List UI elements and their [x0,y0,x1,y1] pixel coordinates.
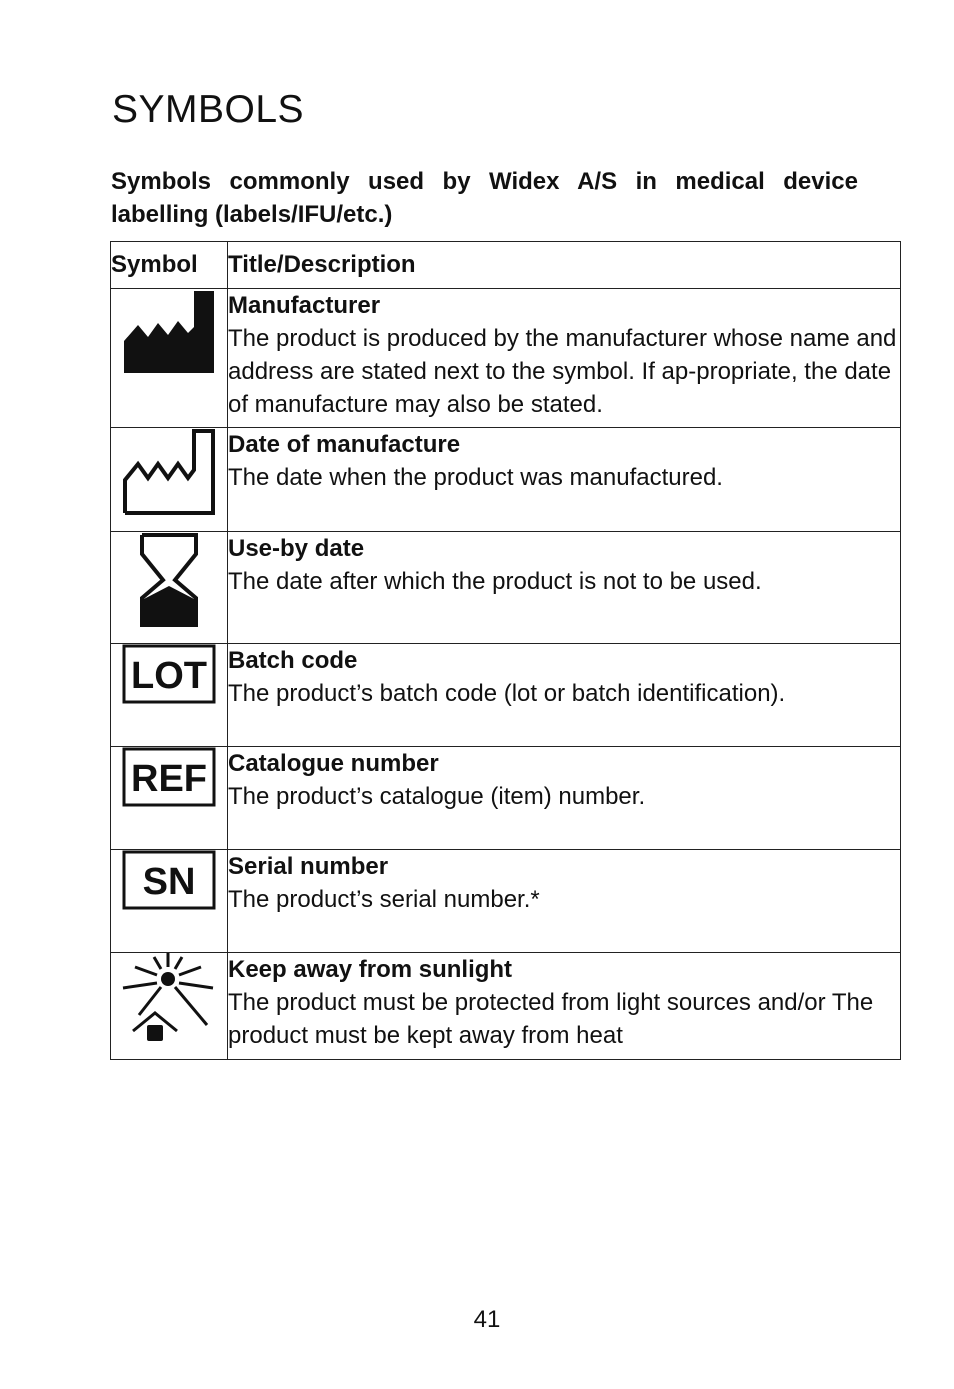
lot-icon [122,644,216,704]
row-title: Date of manufacture [228,431,461,458]
symbol-cell [111,747,228,850]
row-title: Keep away from sunlight [228,956,513,983]
row-title: Manufacturer [228,292,381,319]
description-cell [228,644,901,747]
table-row [111,850,901,953]
symbol-cell [111,850,228,953]
symbol-cell [111,289,228,428]
table-row [111,289,901,428]
row-text: The product’s serial number.* [228,886,540,913]
description-cell [228,532,901,644]
table-row [111,644,901,747]
table-row [111,532,901,644]
row-title: Catalogue number [228,750,439,777]
row-text: The product’s catalogue (item) number. [228,783,646,810]
lot-text: LOT [131,655,207,697]
description-cell [228,747,901,850]
description-cell [228,289,901,428]
row-title: Use-by date [228,535,365,562]
sunlight-icon [121,953,217,1043]
page-title: SYMBOLS [112,88,305,131]
row-text: The product is produced by the manufacturer whose name and address are stated next to the symbol. If ap-propriate, the date of manufacture may also be stated. [228,325,897,418]
row-text: The product must be protected from light sources and/or The product must be kept away from heat [228,989,874,1049]
intro-paragraph: Symbols commonly used by Widex A/S in medical device labelling (labels/IFU/etc.) [111,168,858,228]
row-text: The date after which the product is not to be used. [228,568,762,595]
row-title: Batch code [228,647,358,674]
sn-icon [122,850,216,910]
description-cell [228,953,901,1060]
date-of-manufacture-icon [122,428,216,516]
description-cell [228,428,901,532]
row-title: Serial number [228,853,389,880]
sn-text: SN [142,861,196,903]
header-symbol: Symbol [111,242,228,289]
table-header-row [111,242,901,289]
header-description: Title/Description [228,242,901,289]
ref-text: REF [131,758,207,800]
table-row [111,428,901,532]
manufacturer-icon [122,289,216,377]
symbols-table [110,241,901,1060]
symbol-cell [111,644,228,747]
symbol-cell [111,428,228,532]
table-row [111,953,901,1060]
symbol-cell [111,953,228,1060]
table-row [111,747,901,850]
row-text: The date when the product was manufactured. [228,464,723,491]
ref-icon [122,747,216,807]
symbol-cell [111,532,228,644]
page-number: 41 [473,1306,501,1333]
description-cell [228,850,901,953]
row-text: The product’s batch code (lot or batch identification). [228,680,786,707]
hourglass-icon [137,532,201,628]
